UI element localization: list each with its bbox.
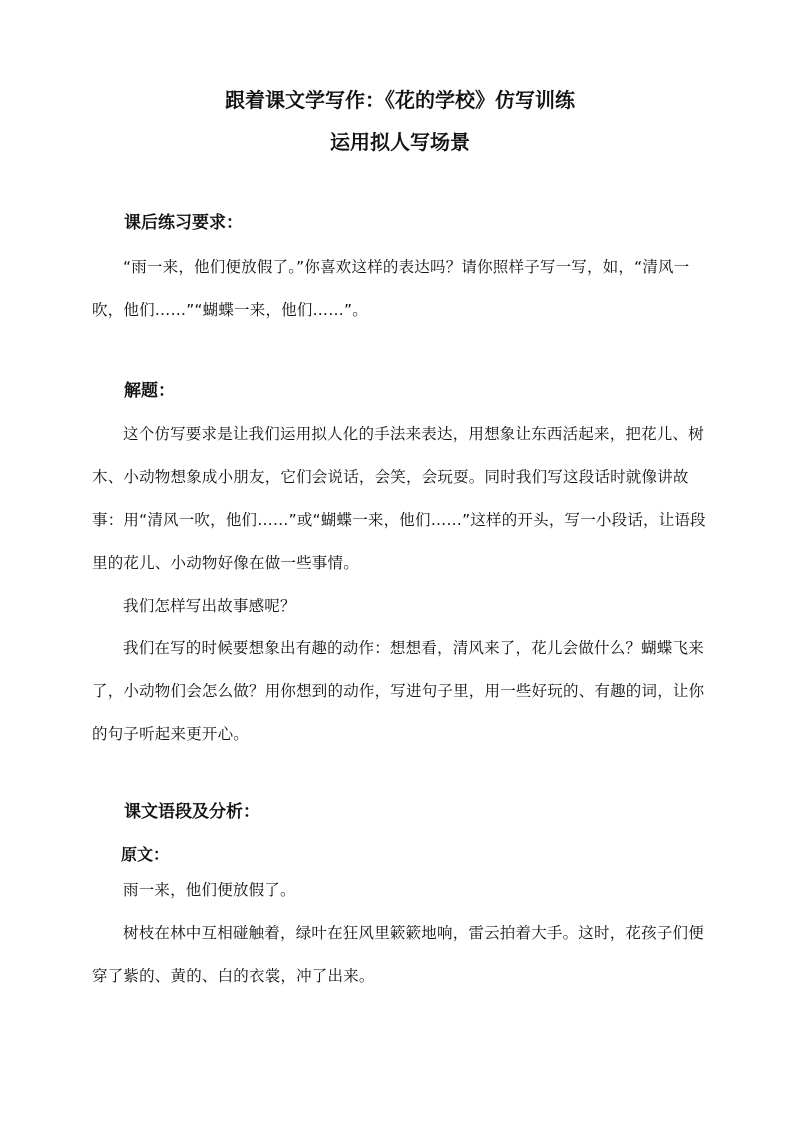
exercise-heading: 课后练习要求： bbox=[124, 213, 243, 233]
original-text-line-1: 雨一来，他们便放假了。 bbox=[123, 881, 296, 899]
analysis-paragraph-1: 这个仿写要求是让我们运用拟人化的手法来表达，用想象让东西活起来，把花儿、树木、小动物想象成小朋友，它们会说话，会笑，会玩耍。同时我们写这段话时就像讲故事：用“清风一吹，他们……”或“蝴蝶一来，他们……”这样的开头，写一小段话，让语段里的花儿、小动物好像在做一些事情。 bbox=[92, 425, 706, 572]
text-analysis-heading: 课文语段及分析： bbox=[124, 802, 260, 822]
exercise-text: “雨一来，他们便放假了。”你喜欢这样的表达吗？请你照样子写一写，如，“清风一吹，他们……”“蝴蝶一来，他们……”。 bbox=[92, 258, 690, 319]
original-text-line-2: 树枝在林中互相碰触着，绿叶在狂风里簌簌地响，雷云拍着大手。这时，花孩子们便穿了紫的、黄的、白的衣裳，冲了出来。 bbox=[92, 924, 704, 985]
original-text-label: 原文： bbox=[121, 845, 170, 864]
analysis-paragraph-3: 我们在写的时候要想象出有趣的动作：想想看，清风来了，花儿会做什么？蝴蝶飞来了，小动物们会怎么做？用你想到的动作，写进句子里，用一些好玩的、有趣的词，让你的句子听起来更开心。 bbox=[92, 639, 705, 743]
analysis-heading: 解题： bbox=[124, 381, 175, 401]
document-title: 跟着课文学写作：《花的学校》仿写训练 bbox=[225, 88, 575, 112]
analysis-paragraph-2: 我们怎样写出故事感呢？ bbox=[123, 597, 296, 615]
document-subtitle: 运用拟人写场景 bbox=[330, 130, 470, 154]
